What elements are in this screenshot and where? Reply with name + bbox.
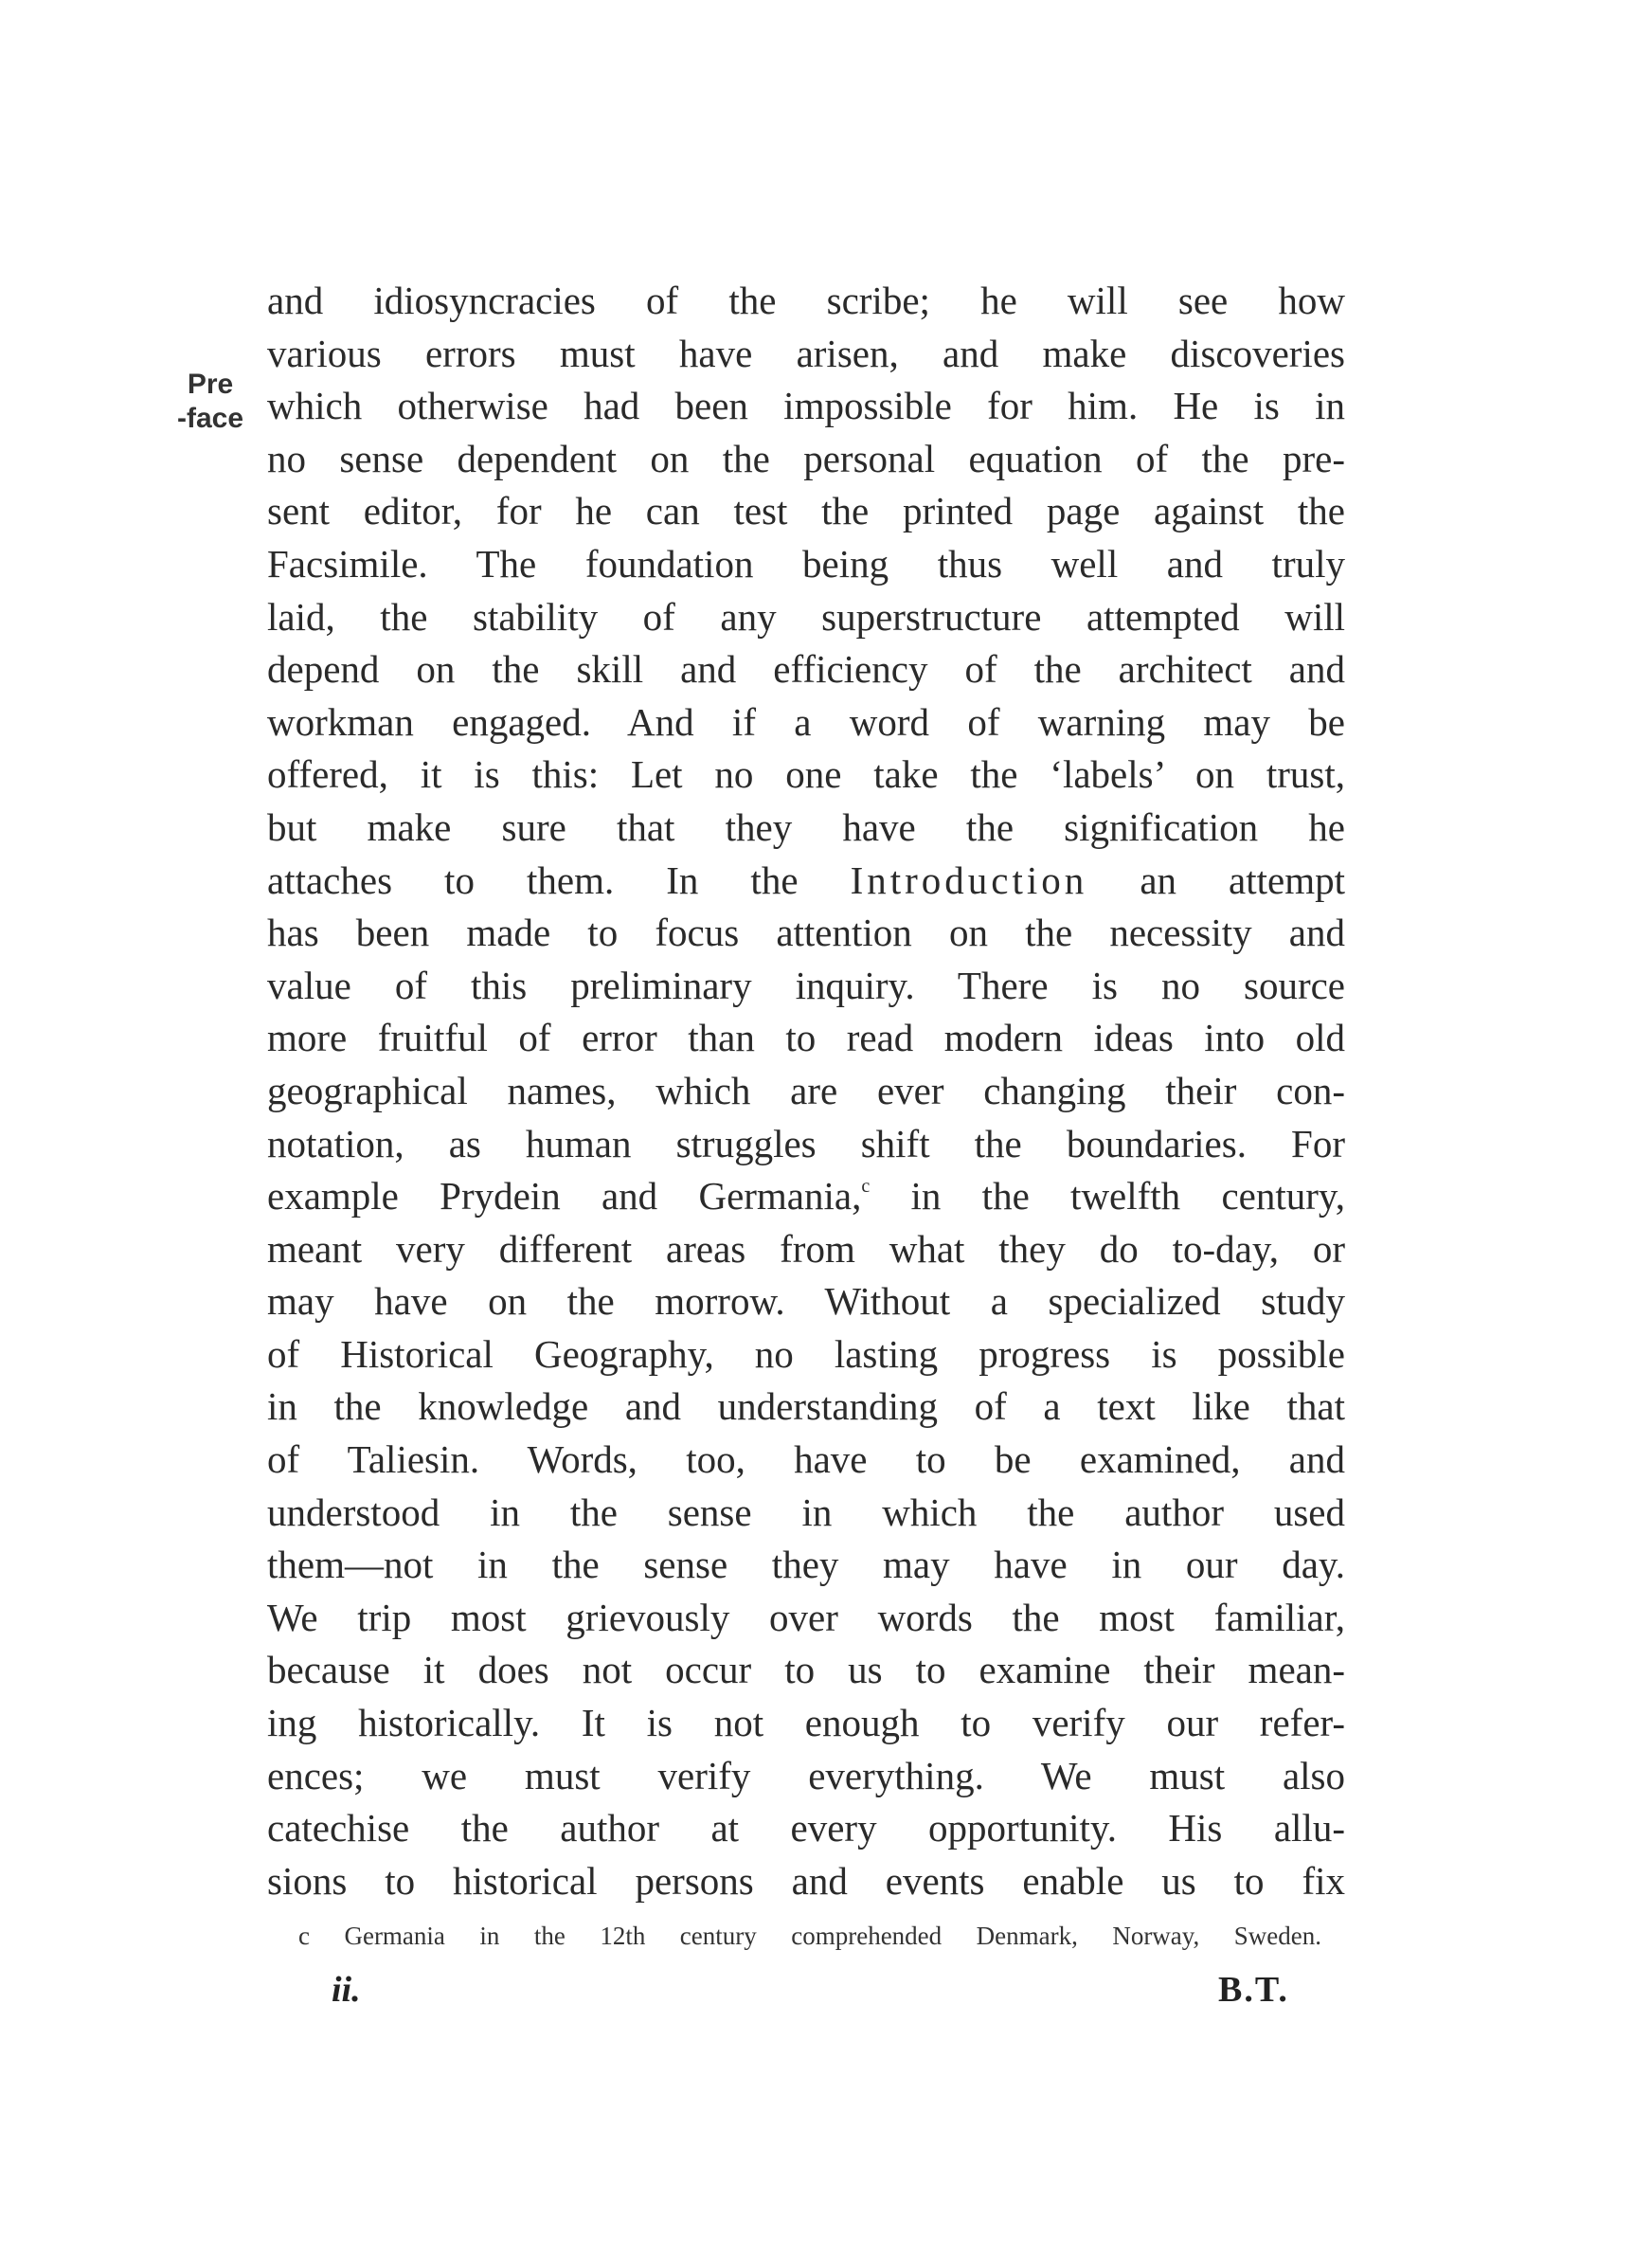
text-line-footnote-ref (267, 1170, 1345, 1223)
text-line: understood in the sense in which the author used (267, 1490, 1345, 1534)
text-line: workman engaged. And if a word of warning may be (267, 699, 1345, 744)
margin-note-line-2: -face (176, 403, 244, 434)
text-line: sent editor, for he can test the printed page against the (267, 489, 1345, 533)
text-line: and idiosyncracies of the scribe; he will see how (267, 279, 1345, 322)
text-line: ing historically. It is not enough to verify our refer- (267, 1701, 1345, 1745)
text-line: We trip most grievously over words the most familiar, (267, 1595, 1345, 1639)
text-line: value of this preliminary inquiry. There is no source (267, 963, 1345, 1007)
margin-note-line-1: Pre (187, 369, 234, 400)
text-fragment: an attempt (1140, 858, 1346, 902)
text-line: ences; we must verify everything. We must also (267, 1753, 1345, 1797)
footnote: c Germania in the 12th century comprehended Denmark, Norway, Sweden. (298, 1922, 1321, 1950)
text-line: various errors must have arisen, and make discoveries (267, 331, 1345, 375)
text-line: of Taliesin. Words, too, have to be examined, and (267, 1437, 1345, 1482)
margin-note (171, 368, 250, 436)
text-line: sions to historical persons and events enable us to fix (267, 1858, 1345, 1903)
text-line: catechise the author at every opportunity. His allu- (267, 1806, 1345, 1851)
footnote-marker: c (861, 1176, 871, 1198)
text-line: depend on the skill and efficiency of the architect and (267, 647, 1345, 692)
text-line: no sense dependent on the personal equation of the pre- (267, 436, 1345, 480)
text-line: notation, as human struggles shift the boundaries. For (267, 1121, 1345, 1165)
text-line: which otherwise had been impossible for him. He is in (267, 384, 1345, 428)
text-line: of Historical Geography, no lasting progress is possible (267, 1331, 1345, 1376)
text-line: in the knowledge and understanding of a text like that (267, 1384, 1345, 1429)
text-line: geographical names, which are ever changing their con- (267, 1068, 1345, 1112)
text-line: may have on the morrow. Without a specialized study (267, 1279, 1345, 1324)
text-fragment: example Prydein and Germania, (267, 1174, 862, 1219)
text-line: more fruitful of error than to read modern ideas into old (267, 1016, 1345, 1060)
introduction-reference: Introduction (850, 858, 1088, 902)
text-line: Facsimile. The foundation being thus well and truly (267, 541, 1345, 586)
text-line: because it does not occur to us to examine their mean- (267, 1648, 1345, 1692)
text-line: but make sure that they have the signification he (267, 804, 1345, 849)
text-line: meant very different areas from what they do to-day, or (267, 1226, 1345, 1271)
text-line: them—not in the sense they may have in our day. (267, 1543, 1345, 1587)
text-fragment: in the twelfth century, (910, 1174, 1345, 1219)
text-line-introduction (267, 855, 1345, 908)
text-line: offered, it is this: Let no one take the ‘labels’ on trust, (267, 752, 1345, 797)
page-number: ii. (332, 1970, 361, 2010)
text-line: laid, the stability of any superstructure attempted will (267, 594, 1345, 639)
text-line: has been made to focus attention on the necessity and (267, 911, 1345, 955)
signature-mark: B.T. (1218, 1970, 1289, 2010)
text-fragment: attaches to them. In the (267, 858, 799, 902)
body-text (267, 275, 1345, 1907)
